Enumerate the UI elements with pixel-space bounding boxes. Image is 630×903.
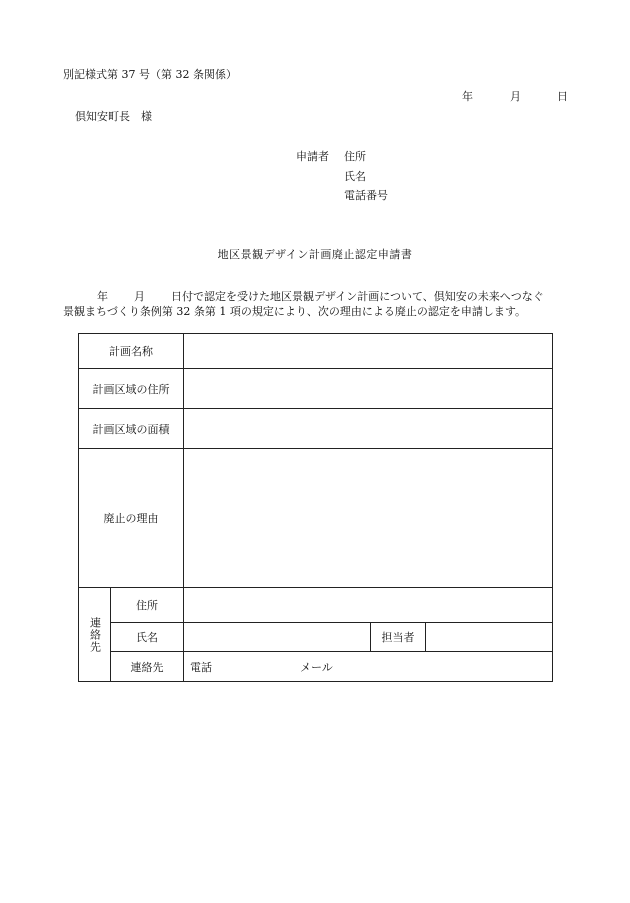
phone-label: 電話 — [190, 660, 212, 674]
row-plan-area-size — [79, 409, 553, 449]
document-title: 地区景観デザイン計画廃止認定申請書 — [217, 248, 413, 261]
applicant-address-label: 住所 — [344, 150, 366, 163]
date-day-label: 日 — [557, 90, 568, 103]
plan-name-label: 計画名称 — [79, 334, 184, 369]
body-line-1 — [63, 289, 583, 304]
date-line — [0, 88, 630, 104]
plan-area-size-field[interactable] — [184, 409, 553, 449]
row-plan-name — [79, 334, 553, 369]
mail-label: メール — [300, 660, 333, 674]
body-text — [63, 289, 583, 319]
person-in-charge-label: 担当者 — [371, 623, 426, 652]
row-contact-info — [79, 652, 553, 682]
contact-name-label: 氏名 — [111, 623, 184, 652]
application-table — [78, 333, 553, 682]
contact-address-label: 住所 — [111, 588, 184, 623]
person-in-charge-field[interactable] — [426, 623, 553, 652]
row-contact-name — [79, 623, 553, 652]
contact-heading: 連絡先 — [79, 588, 111, 682]
reason-field[interactable] — [184, 449, 553, 588]
row-reason — [79, 449, 553, 588]
contact-info-field[interactable] — [184, 652, 553, 682]
date-month-label: 月 — [510, 90, 521, 103]
contact-address-field[interactable] — [184, 588, 553, 623]
applicant-phone-label: 電話番号 — [344, 189, 388, 202]
reason-label: 廃止の理由 — [79, 449, 184, 588]
date-year-label: 年 — [462, 90, 473, 103]
applicant-label: 申請者 — [296, 150, 329, 163]
plan-area-address-field[interactable] — [184, 369, 553, 409]
addressee: 倶知安町長 様 — [75, 110, 152, 123]
plan-area-size-label: 計画区域の面積 — [79, 409, 184, 449]
row-contact-address — [79, 588, 553, 623]
applicant-name-label: 氏名 — [344, 170, 366, 183]
plan-area-address-label: 計画区域の住所 — [79, 369, 184, 409]
contact-name-field[interactable] — [184, 623, 371, 652]
body-line-1-text: 日付で認定を受けた地区景観デザイン計画について、倶知安の未来へつなぐ — [171, 290, 544, 303]
body-year: 年 — [97, 290, 108, 303]
form-number: 別記様式第 37 号（第 32 条関係） — [63, 68, 237, 81]
row-plan-area-address — [79, 369, 553, 409]
plan-name-field[interactable] — [184, 334, 553, 369]
contact-info-label: 連絡先 — [111, 652, 184, 682]
body-line-2: 景観まちづくり条例第 32 条第 1 項の規定により、次の理由による廃止の認定を申請します。 — [63, 305, 526, 318]
body-month: 月 — [134, 290, 145, 303]
